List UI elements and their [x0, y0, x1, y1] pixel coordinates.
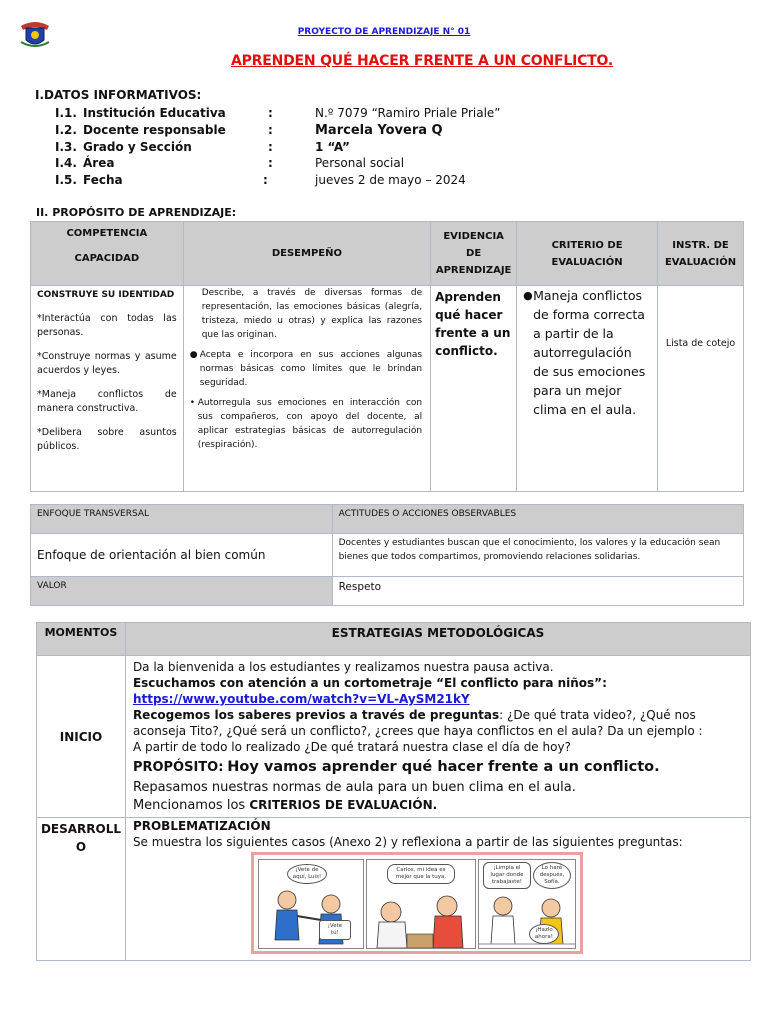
info-key: I.2. [55, 123, 77, 137]
info-key: I.3. [55, 140, 77, 154]
desempeno-text: Acepta e incorpora en sus acciones algunas normas básicas como límites que le brindan seguridad. [199, 350, 423, 388]
momento-inicio: INICIO [37, 656, 126, 818]
inicio-line: Escuchamos con atención a un cortometraje “El conflicto para niños”: [132, 676, 607, 690]
inicio-line: Da la bienvenida a los estudiantes y realizamos nuestra pausa activa. [132, 660, 554, 674]
inicio-line: A partir de todo lo realizado ¿De qué tratará nuestra clase el día de hoy? [132, 740, 571, 754]
saberes-previos-text: : ¿De qué trata video?, ¿Qué nos aconseja Tito?, ¿Qué será un conflicto?, ¿crees que haya conflictos en el aula? Da un ejemplo : [132, 708, 703, 738]
desempeno-cell [183, 286, 430, 492]
info-colon: : [268, 123, 273, 137]
capacidad-item: *Maneja conflictos de manera constructiva. [37, 389, 177, 414]
header-criterio: CRITERIO DE EVALUACIÓN [517, 222, 658, 286]
info-value: Marcela Yovera Q [315, 123, 443, 138]
header-capacidad-label: CAPACIDAD [74, 253, 140, 264]
valor-label: VALOR [31, 577, 333, 606]
problematizacion-heading: PROBLEMATIZACIÓN [132, 819, 271, 833]
info-colon: : [268, 140, 273, 154]
desempeno-item [190, 396, 422, 452]
info-value: Personal social [315, 156, 405, 170]
comic-panel-1 [258, 859, 364, 949]
proposito-heading: II. PROPÓSITO DE APRENDIZAJE: [36, 206, 237, 219]
proposito-label: PROPÓSITO: [132, 760, 224, 775]
bullet-icon: ● [523, 289, 533, 302]
momento-desarrollo [37, 818, 126, 961]
info-label: Docente responsable [83, 123, 226, 137]
inicio-estrategias [125, 656, 750, 818]
problematizacion-text: Se muestra los siguientes casos (Anexo 2) y reflexiona a partir de las siguientes preguntas: [132, 835, 683, 849]
comic-bubble: Lo haré después, Sofía. [533, 862, 571, 889]
header-momentos: MOMENTOS [37, 623, 126, 656]
criterios-label: CRITERIOS DE EVALUACIÓN. [249, 798, 438, 812]
info-key: I.4. [55, 156, 77, 170]
comic-strip [251, 852, 583, 954]
inicio-line: Repasamos nuestras normas de aula para un buen clima en el aula. [132, 780, 576, 795]
capacidad-item: *Interactúa con todas las personas. [37, 313, 177, 338]
comic-panel-3 [478, 859, 576, 949]
valor-value: Respeto [332, 577, 743, 606]
header-enfoque: ENFOQUE TRANSVERSAL [31, 505, 333, 534]
desempeno-text: Autorregula sus emociones en interacción con sus compañeros, con apoyo del docente, al aplicar estrategias básicas de autorregulación (respiración). [197, 398, 423, 450]
bullet-icon: ● [189, 350, 198, 360]
enfoque-table [30, 504, 744, 606]
desarrollo-estrategias [125, 818, 750, 961]
criterio-cell [517, 286, 658, 492]
criterios-pre: Mencionamos los [132, 798, 250, 813]
desempeno-item [190, 348, 422, 390]
info-key: I.5. [55, 173, 77, 187]
info-label: Institución Educativa [83, 106, 226, 120]
desarrollo-label-1: DESARROLL [40, 822, 121, 836]
info-colon: : [268, 156, 273, 170]
header-competencia [31, 222, 184, 286]
instrumento-cell: Lista de cotejo [658, 286, 744, 492]
header-desempeno: DESEMPEÑO [183, 222, 430, 286]
comic-panel-2 [366, 859, 476, 949]
competencia-title: CONSTRUYE SU IDENTIDAD [37, 290, 175, 300]
info-value: 1 “A” [315, 140, 350, 154]
header-instrumento: INSTR. DE EVALUACIÓN [658, 222, 744, 286]
page-title: APRENDEN QUÉ HACER FRENTE A UN CONFLICTO. [230, 53, 614, 69]
comic-bubble: ¡Vete tú! [319, 920, 351, 940]
saberes-previos-label: Recogemos los saberes previos a través de preguntas [132, 708, 500, 722]
desarrollo-label-2: O [75, 840, 87, 854]
info-value: jueves 2 de mayo – 2024 [315, 173, 466, 187]
momentos-table [36, 622, 751, 961]
header-evidencia: EVIDENCIA DE APRENDIZAJE [431, 222, 517, 286]
actitud-value: Docentes y estudiantes buscan que el conocimiento, los valores y la educación sean bienes que todos compartimos, promoviendo relaciones solidarias. [332, 534, 743, 577]
proposito-text: Hoy vamos aprender qué hacer frente a un conflicto. [227, 759, 660, 775]
enfoque-value: Enfoque de orientación al bien común [31, 534, 333, 577]
desempeno-item: Describe, a través de diversas formas de representación, las emociones básicas (alegría, tristeza, miedo u otras) y explica las razones que las originan. [201, 288, 423, 340]
competencia-cell [31, 286, 184, 492]
header-actitudes: ACTITUDES O ACCIONES OBSERVABLES [332, 505, 743, 534]
datos-heading: I.DATOS INFORMATIVOS: [35, 88, 202, 102]
header-competencia-label: COMPETENCIA [66, 228, 148, 239]
comic-bubble: Carlos, mi idea es mejor que la tuya. [387, 864, 455, 884]
info-key: I.1. [55, 106, 77, 120]
comic-bubble: ¡Hazlo ahora! [529, 924, 559, 944]
proposito-table [30, 221, 744, 492]
info-colon: : [268, 106, 273, 120]
header-estrategias: ESTRATEGIAS METODOLÓGICAS [125, 623, 750, 656]
capacidad-item: *Delibera sobre asuntos públicos. [37, 427, 177, 452]
info-label: Fecha [83, 173, 123, 187]
video-link[interactable]: https://www.youtube.com/watch?v=VL-AySM21kY [132, 692, 470, 706]
info-colon: : [263, 173, 268, 187]
capacidad-item: *Construye normas y asume acuerdos y leyes. [37, 351, 177, 376]
info-value: N.º 7079 “Ramiro Priale Priale” [315, 106, 501, 120]
project-number: PROYECTO DE APRENDIZAJE N° 01 [297, 27, 471, 37]
comic-bubble: ¡Limpia el lugar donde trabajaste! [483, 862, 531, 889]
criterio-text: Maneja conflictos de forma correcta a partir de la autorregulación de sus emociones para un mejor clima en el aula. [533, 288, 646, 417]
comic-bubble: ¡Vete de aquí, Luis! [287, 864, 327, 884]
evidencia-cell: Aprenden qué hacer frente a un conflicto. [431, 286, 517, 492]
info-label: Área [83, 156, 115, 170]
info-label: Grado y Sección [83, 140, 192, 154]
bullet-icon: • [189, 398, 196, 408]
